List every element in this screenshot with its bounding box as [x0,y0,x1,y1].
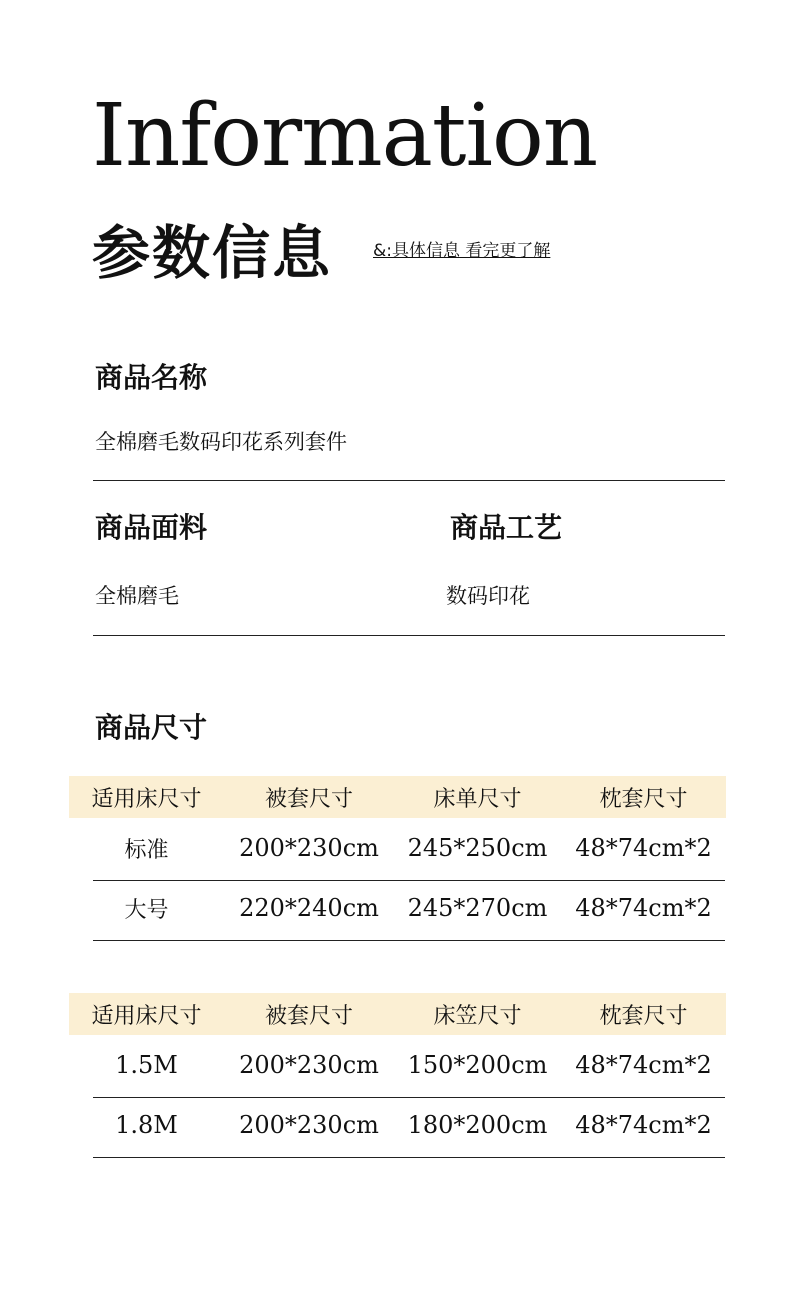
table-header: 枕套尺寸 [561,993,726,1035]
table-cell: 200*230cm [239,1051,379,1079]
table-cell: 1.5M [115,1051,178,1079]
table-cell: 大号 [124,897,169,923]
table-cell: 1.8M [115,1111,178,1139]
table-cell: 245*270cm [407,894,548,922]
title-chinese: 参数信息 [92,219,333,287]
table-header: 适用床尺寸 [69,993,224,1035]
subtitle-link-text: &:具体信息 看完更了解 [373,241,551,261]
table-header-row [69,776,726,818]
product-name-value: 全棉磨毛数码印花系列套件 [95,430,347,454]
sizes-title: 商品尺寸 [95,711,208,744]
table-cell: 48*74cm*2 [575,1111,712,1139]
table-row [69,878,726,938]
table-cell: 标准 [124,837,169,863]
craft-label: 商品工艺 [450,511,563,544]
table-cell: 48*74cm*2 [575,1051,712,1079]
divider [93,480,725,481]
table-cell: 220*240cm [239,894,379,922]
table-header: 床单尺寸 [394,776,561,818]
table-cell: 245*250cm [407,834,548,862]
divider [93,635,725,636]
table-cell: 200*230cm [239,834,379,862]
row-divider [93,880,725,881]
table-header: 被套尺寸 [224,993,394,1035]
row-divider [93,1157,725,1158]
fabric-value: 全棉磨毛 [95,584,179,608]
craft-value: 数码印花 [446,584,530,608]
table-header: 床笠尺寸 [394,993,561,1035]
table-row [69,1095,726,1155]
table-cell: 48*74cm*2 [575,834,712,862]
table-header: 被套尺寸 [224,776,394,818]
table-cell: 150*200cm [407,1051,548,1079]
row-divider [93,1097,725,1098]
table-row [69,1035,726,1095]
fabric-label: 商品面料 [95,511,208,544]
table-cell: 180*200cm [407,1111,548,1139]
table-header: 适用床尺寸 [69,776,224,818]
size-table-1 [69,776,726,938]
table-row [69,818,726,878]
table-cell: 48*74cm*2 [575,894,712,922]
table-cell: 200*230cm [239,1111,379,1139]
title-english: Information [92,86,598,186]
product-name-label: 商品名称 [95,361,208,394]
row-divider [93,940,725,941]
table-header: 枕套尺寸 [561,776,726,818]
size-table-2 [69,993,726,1155]
table-header-row [69,993,726,1035]
